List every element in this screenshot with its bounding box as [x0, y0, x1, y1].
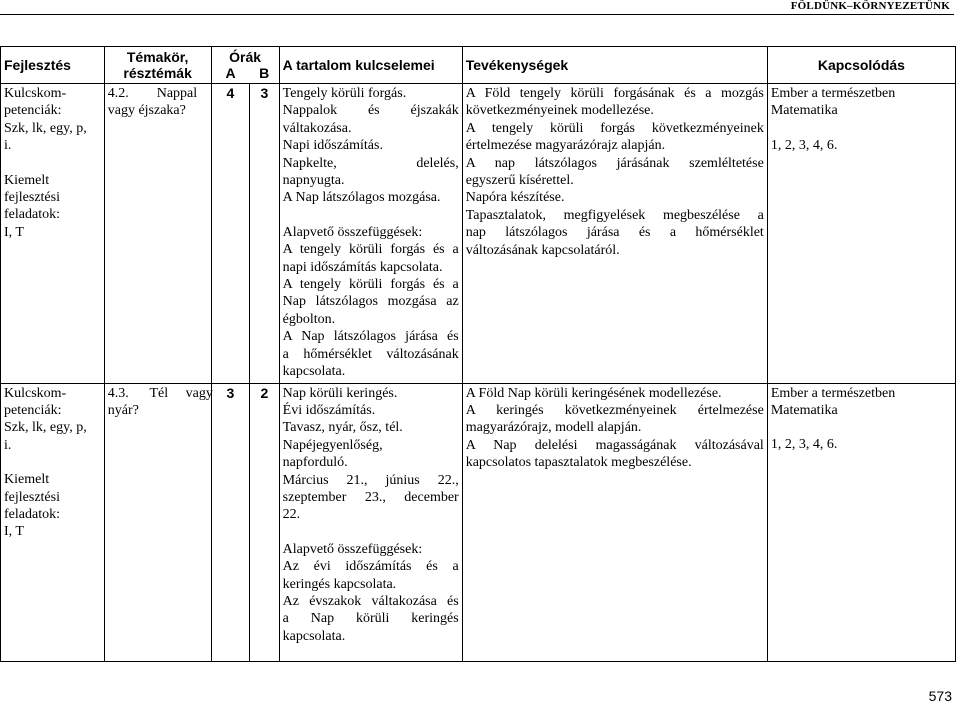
temakor-line: nyár? [107, 402, 139, 418]
tevekenysegek-line: kapcsolatos tapasztalatok megbeszélése. [465, 455, 692, 471]
page-number: 573 [928, 688, 952, 704]
curriculum-table [0, 46, 956, 662]
fejlesztes-cell [1, 84, 105, 384]
hours-a: 3 [211, 383, 250, 661]
tartalom-cell [279, 84, 462, 384]
kapcsolodas-line: Ember a természetben [770, 385, 896, 401]
tartalom-line: Alapvető összefüggések: [282, 541, 423, 557]
tartalom-line: Napi időszámítás. [282, 138, 383, 154]
fejlesztes-line: petenciák: [4, 402, 62, 418]
kapcsolodas-line: 1, 2, 3, 4, 6. [770, 437, 838, 453]
temakor-cell [104, 383, 211, 661]
header-tartalom: A tartalom kulcselemei [279, 47, 462, 84]
fejlesztes-line: feladatok: [4, 506, 60, 522]
tartalom-line: A Nap látszólagos járása és [282, 329, 459, 345]
fejlesztes-line: Kiemelt [4, 472, 50, 488]
temakor-line: 4.3. Tél vagy [107, 385, 213, 401]
tevekenysegek-line: A keringés következményeinek értelmezése [465, 402, 764, 418]
fejlesztes-line: Szk, lk, egy, p, [4, 120, 87, 136]
tartalom-line: Nap látszólagos mozgása az [282, 294, 459, 310]
fejlesztes-line: Kiemelt [4, 172, 50, 188]
kapcsolodas-line: 1, 2, 3, 4, 6. [770, 137, 838, 153]
spacer [4, 454, 101, 471]
hours-b: 2 [250, 383, 280, 661]
hours-b: 3 [250, 84, 280, 384]
fejlesztes-line: feladatok: [4, 207, 60, 223]
tartalom-line: Nap körüli keringés. [282, 385, 398, 401]
spacer [4, 155, 101, 172]
tevekenysegek-cell [462, 84, 767, 384]
header-temakor-line: Témakör, [126, 49, 189, 65]
tartalom-line: Az évszakok váltakozása és [282, 593, 459, 609]
header-temakor [104, 47, 211, 84]
fejlesztes-line: petenciák: [4, 103, 62, 119]
tartalom-line: A tengely körüli forgás és a [282, 242, 459, 258]
tartalom-line: Tengely körüli forgás. [282, 86, 407, 101]
hours-a: 4 [211, 84, 250, 384]
temakor-line: 4.2. Nappal [107, 86, 198, 101]
fejlesztes-line: Szk, lk, egy, p, [4, 420, 87, 436]
kapcsolodas-line: Matematika [770, 402, 838, 418]
tartalom-line: napforduló. [282, 455, 348, 471]
tartalom-line: Március 21., június 22., [282, 472, 459, 488]
tartalom-line: szeptember 23., december [282, 489, 459, 505]
tevekenysegek-line: magyarázórajz, modell alapján. [465, 420, 642, 436]
header-orak-a: A [211, 65, 250, 84]
tartalom-line: A Nap látszólagos mozgása. [282, 190, 441, 206]
tevekenysegek-line: Tapasztalatok, megfigyelések megbeszélése a [465, 207, 764, 223]
temakor-line: vagy éjszaka? [107, 103, 186, 119]
fejlesztes-line: i. [4, 437, 12, 453]
tartalom-line: a Nap körüli keringés [282, 611, 459, 627]
tartalom-line: Alapvető összefüggések: [282, 224, 423, 240]
temakor-cell [104, 84, 211, 384]
tartalom-line: kapcsolata. [282, 364, 346, 380]
header-fejlesztes: Fejlesztés [1, 47, 105, 84]
tevekenysegek-line: A Nap delelési magasságának változásával [465, 437, 764, 453]
table-header-row [1, 47, 956, 66]
tevekenysegek-line: Napóra készítése. [465, 190, 565, 206]
tartalom-line: a hőmérséklet változásának [282, 346, 459, 362]
header-orak-b: B [250, 65, 280, 84]
kapcsolodas-cell [767, 383, 955, 661]
header-tevekenysegek: Tevékenységek [462, 47, 767, 84]
tevekenysegek-cell [462, 383, 767, 661]
tartalom-line: Tavasz, nyár, ősz, tél. [282, 420, 403, 436]
tevekenysegek-line: következményeinek modellezése. [465, 103, 654, 119]
table-row [1, 383, 956, 661]
spacer [771, 120, 952, 137]
tartalom-cell [279, 383, 462, 661]
kapcsolodas-line: Matematika [770, 103, 838, 119]
fejlesztes-cell [1, 383, 105, 661]
spacer [283, 524, 459, 541]
tartalom-line: Napéjegyenlőség, [282, 437, 383, 453]
tartalom-line: Az évi időszámítás és a [282, 559, 459, 575]
header-kapcsolodas: Kapcsolódás [767, 47, 955, 84]
kapcsolodas-line: Ember a természetben [770, 86, 896, 101]
tartalom-line: váltakozása. [282, 120, 352, 136]
tevekenysegek-line: A tengely körüli forgás következményeinek [465, 120, 764, 136]
tevekenysegek-line: nap látszólagos járása és a hőmérséklet [465, 225, 764, 241]
tevekenysegek-line: változásának kapcsolatáról. [465, 242, 620, 258]
fejlesztes-line: i. [4, 138, 12, 154]
tevekenysegek-line: A nap látszólagos járásának szemléltetése [465, 155, 764, 171]
tartalom-line: égbolton. [282, 311, 336, 327]
table-row [1, 84, 956, 384]
tartalom-line: 22. [282, 507, 301, 523]
tartalom-line: keringés kapcsolata. [282, 576, 397, 592]
fejlesztes-line: Kulcskom- [4, 86, 67, 101]
header-rule [0, 14, 954, 15]
tartalom-line: Évi időszámítás. [282, 402, 376, 418]
fejlesztes-line: I, T [4, 224, 24, 240]
tartalom-line: A tengely körüli forgás és a [282, 277, 459, 293]
spacer [771, 419, 952, 436]
fejlesztes-line: Kulcskom- [4, 385, 67, 401]
tevekenysegek-line: A Föld tengely körüli forgásának és a mozgás [465, 86, 764, 101]
tartalom-line: kapcsolata. [282, 628, 346, 644]
tartalom-line: napi időszámítás kapcsolata. [282, 259, 443, 275]
tevekenysegek-line: egyszerű kísérettel. [465, 173, 574, 189]
fejlesztes-line: fejlesztési [4, 489, 60, 505]
header-orak: Órák [211, 47, 279, 66]
fejlesztes-line: fejlesztési [4, 190, 60, 206]
fejlesztes-line: I, T [4, 524, 24, 540]
tevekenysegek-line: A Föld Nap körüli keringésének modellezése. [465, 385, 722, 401]
tartalom-line: Nappalok és éjszakák [282, 103, 459, 119]
tartalom-line: Napkelte, delelés, [282, 155, 459, 171]
tevekenysegek-line: értelmezése magyarázórajz alapján. [465, 138, 666, 154]
spacer [283, 207, 459, 224]
tartalom-line: napnyugta. [282, 173, 345, 189]
header-temakor-line: résztémák [123, 65, 192, 81]
running-head: FÖLDÜNK–KÖRNYEZETÜNK [790, 0, 950, 12]
kapcsolodas-cell [767, 84, 955, 384]
